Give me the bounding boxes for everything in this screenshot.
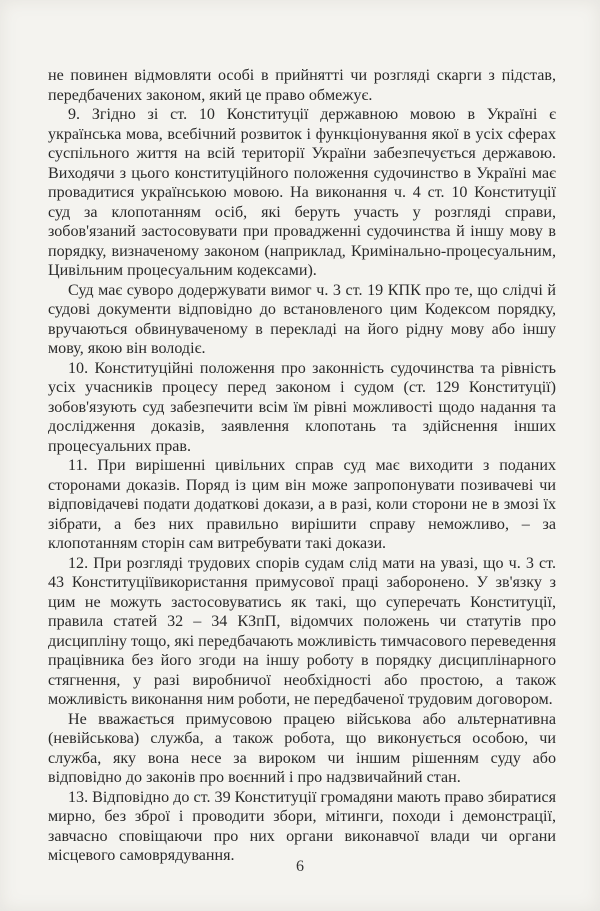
paragraph-13: 13. Відповідно до ст. 39 Конституції громадяни мають право збиратися мирно, без зброї і проводити збори, мітинги, походи і демонстрації, завчасно сповіщаючи про них органи виконавчої влади чи органи місцевого самоврядування.: [48, 788, 556, 864]
paragraph-9: 9. Згідно зі ст. 10 Конституції державною мовою в Україні є українська мова, всебічний розвиток і функціонування якої в усіх сферах суспільного життя на всій території України забезпечується державою. Виходячи з цього конституційного положення судочинство в Україні має провадитися українською мовою. На виконання ч. 4 ст. 10 Конституції суд за клопотанням осіб, які беруть участь у розгляді справи, зобов'язаний застосовувати при провадженні судочинства й іншу мову в порядку, визначеному законом (наприклад, Кримінально-процесуальним, Цивільним процесуальним кодексами).: [48, 106, 556, 279]
body-text: [48, 66, 556, 866]
paragraph-12: 12. При розгляді трудових спорів судам слід мати на увазі, що ч. 3 ст. 43 Конституціївикористання примусової праці заборонено. У зв'язку з цим не можуть застосовуватись як такі, що суперечать Конституції, правила статей 32 – 34 КЗпП, відомчих положень чи статутів про дисципліну тощо, які передбачають можливість тимчасового переведення працівника без його згоди на іншу роботу в порядку дисциплінарного стягнення, у разі виробничої необхідності або простою, а також можливість виконання ним роботи, не передбаченої трудовим договором.: [48, 554, 556, 708]
paragraph-11: 11. При вирішенні цивільних справ суд має виходити з поданих сторонами доказів. Поряд із цим він може запропонувати позивачеві чи відповідачеві подати додаткові докази, а в разі, коли сторони не в змозі їх зібрати, а без них правильно вирішити справу неможливо, – за клопотанням сторін сам витребувати такі докази.: [48, 457, 556, 552]
paragraph-10: 10. Конституційні положення про законність судочинства та рівність усіх учасників процесу перед законом і судом (ст. 129 Конституції) зобов'язують суд забезпечити всім їм рівні можливості щодо надання та дослідження доказів, заявлення клопотань та здійснення інших процесуальних прав.: [48, 359, 556, 455]
paragraph-9-court-language: Суд має суворо додержувати вимог ч. 3 ст. 19 КПК про те, що слідчі й судові документи відповідно до встановленого цим Кодексом порядку, вручаються обвинуваченому в перекладі на його рідну мову або іншу мову, якою він володіє.: [48, 281, 556, 357]
page-number: 6: [296, 858, 304, 875]
paragraph-12-military-service: Не вважається примусовою працею військова або альтернативна (невійськова) служба, а також робота, що виконується особою, чи служба, яку вона несе за вироком чи іншим рішенням суду або відповідно до законів про воєнний і про надзвичайний стан.: [48, 710, 556, 786]
paragraph-continuation: не повинен відмовляти особі в прийнятті чи розгляді скарги з підстав, передбачених законом, який це право обмежує.: [48, 67, 556, 104]
